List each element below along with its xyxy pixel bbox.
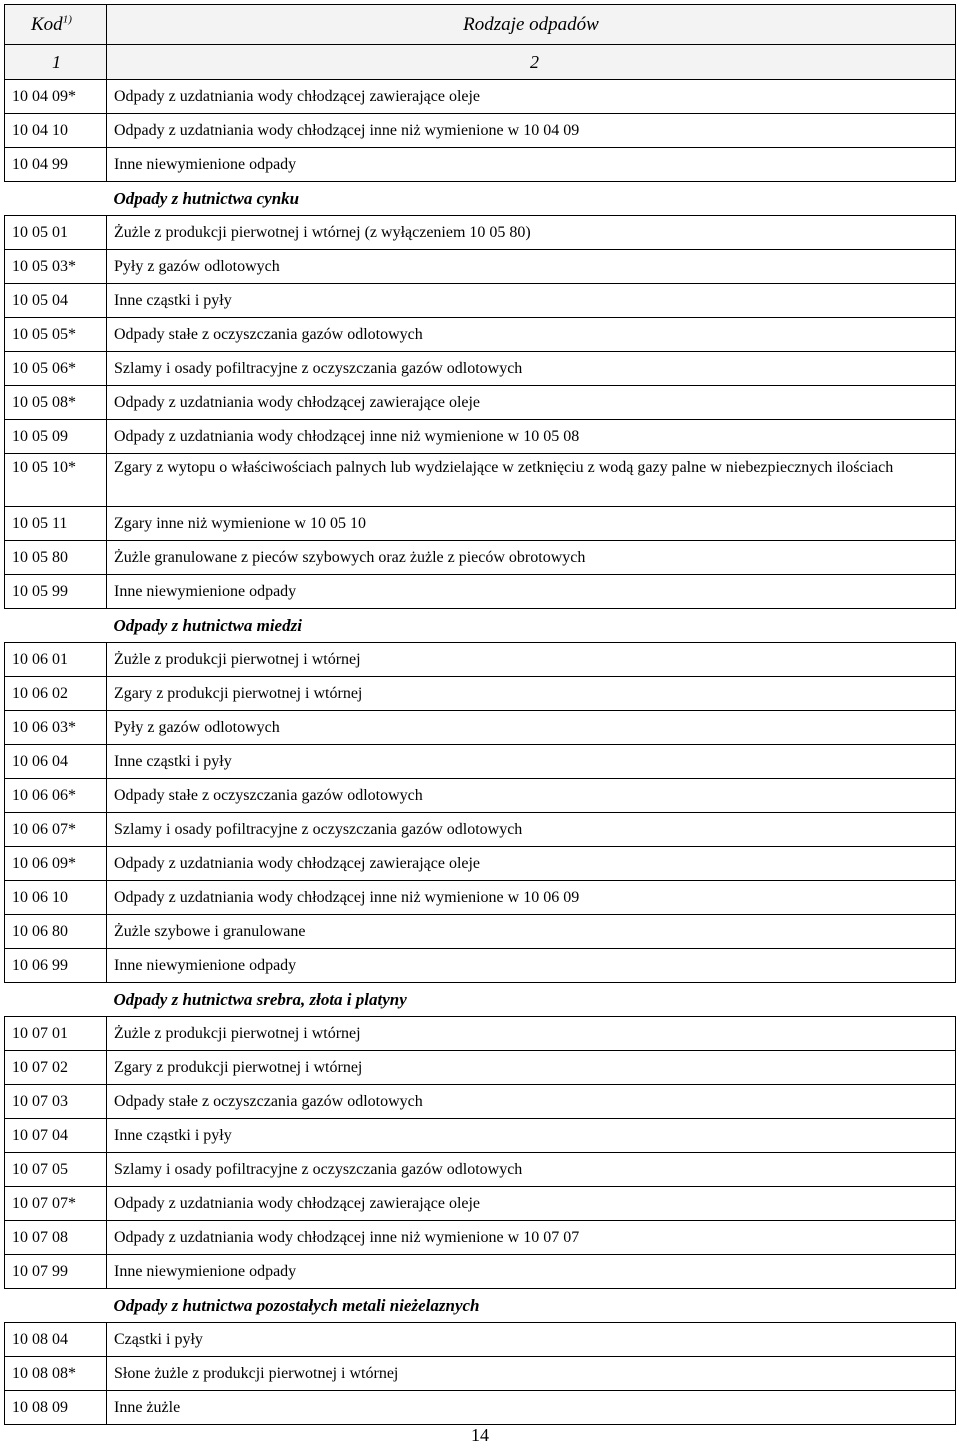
waste-description-cell: Odpady z uzdatniania wody chłodzącej inne niż wymienione w 10 07 07 <box>107 1221 956 1255</box>
waste-description-cell: Szlamy i osady pofiltracyjne z oczyszczania gazów odlotowych <box>107 813 956 847</box>
table-row <box>5 250 956 284</box>
waste-description-cell: Inne cząstki i pyły <box>107 745 956 779</box>
table-row <box>5 711 956 745</box>
waste-code-cell: 10 06 07* <box>5 813 107 847</box>
table-row <box>5 1221 956 1255</box>
waste-description-cell: Odpady stałe z oczyszczania gazów odlotowych <box>107 779 956 813</box>
column-number-row <box>5 45 956 80</box>
waste-code-cell: 10 06 99 <box>5 949 107 983</box>
waste-description-cell: Odpady z uzdatniania wody chłodzącej inne niż wymienione w 10 04 09 <box>107 114 956 148</box>
table-row <box>5 1085 956 1119</box>
table-row <box>5 1153 956 1187</box>
waste-description-cell: Żużle z produkcji pierwotnej i wtórnej <box>107 1017 956 1051</box>
waste-code-cell: 10 06 10 <box>5 881 107 915</box>
waste-code-cell: 10 04 99 <box>5 148 107 182</box>
section-heading: Odpady z hutnictwa pozostałych metali nieżelaznych <box>107 1289 956 1323</box>
waste-code-cell <box>5 182 107 216</box>
column-number-1: 1 <box>5 45 107 80</box>
waste-description-cell: Żużle z produkcji pierwotnej i wtórnej <box>107 643 956 677</box>
table-row <box>5 949 956 983</box>
waste-description-cell: Inne niewymienione odpady <box>107 949 956 983</box>
waste-code-cell: 10 05 99 <box>5 575 107 609</box>
table-row <box>5 745 956 779</box>
waste-description-cell: Żużle szybowe i granulowane <box>107 915 956 949</box>
table-row <box>5 420 956 454</box>
waste-code-cell: 10 06 09* <box>5 847 107 881</box>
waste-code-cell: 10 07 99 <box>5 1255 107 1289</box>
waste-description-cell: Odpady stałe z oczyszczania gazów odlotowych <box>107 318 956 352</box>
waste-codes-table <box>4 4 956 1425</box>
table-row <box>5 881 956 915</box>
waste-code-cell: 10 04 10 <box>5 114 107 148</box>
table-row <box>5 541 956 575</box>
waste-code-cell: 10 06 80 <box>5 915 107 949</box>
table-row <box>5 1391 956 1425</box>
waste-code-cell: 10 04 09* <box>5 80 107 114</box>
waste-description-cell: Odpady z uzdatniania wody chłodzącej zawierające oleje <box>107 80 956 114</box>
waste-description-cell: Szlamy i osady pofiltracyjne z oczyszczania gazów odlotowych <box>107 1153 956 1187</box>
waste-description-cell: Odpady z uzdatniania wody chłodzącej inne niż wymienione w 10 06 09 <box>107 881 956 915</box>
table-row <box>5 507 956 541</box>
table-row <box>5 318 956 352</box>
waste-code-cell: 10 05 03* <box>5 250 107 284</box>
waste-code-cell: 10 06 04 <box>5 745 107 779</box>
table-row <box>5 216 956 250</box>
waste-description-cell: Zgary z produkcji pierwotnej i wtórnej <box>107 677 956 711</box>
waste-description-cell: Odpady z uzdatniania wody chłodzącej zawierające oleje <box>107 386 956 420</box>
waste-description-cell: Inne żużle <box>107 1391 956 1425</box>
waste-code-cell <box>5 609 107 643</box>
table-row <box>5 677 956 711</box>
code-footnote: 1) <box>62 13 72 26</box>
waste-description-cell: Cząstki i pyły <box>107 1323 956 1357</box>
waste-code-cell <box>5 1289 107 1323</box>
table-row <box>5 1017 956 1051</box>
waste-code-cell: 10 07 04 <box>5 1119 107 1153</box>
waste-code-cell: 10 07 03 <box>5 1085 107 1119</box>
waste-code-cell: 10 06 02 <box>5 677 107 711</box>
table-row <box>5 352 956 386</box>
waste-description-cell: Odpady stałe z oczyszczania gazów odlotowych <box>107 1085 956 1119</box>
page-number: 14 <box>471 1425 489 1445</box>
table-row <box>5 284 956 318</box>
table-row <box>5 779 956 813</box>
table-row <box>5 80 956 114</box>
section-heading: Odpady z hutnictwa srebra, złota i platyny <box>107 983 956 1017</box>
table-row <box>5 114 956 148</box>
waste-description-cell: Słone żużle z produkcji pierwotnej i wtórnej <box>107 1357 956 1391</box>
waste-code-cell: 10 06 06* <box>5 779 107 813</box>
waste-code-cell: 10 05 06* <box>5 352 107 386</box>
waste-description-cell: Żużle z produkcji pierwotnej i wtórnej (z wyłączeniem 10 05 80) <box>107 216 956 250</box>
table-row <box>5 1357 956 1391</box>
waste-description-cell: Pyły z gazów odlotowych <box>107 250 956 284</box>
waste-description-cell: Inne niewymienione odpady <box>107 1255 956 1289</box>
section-heading-row <box>5 609 956 643</box>
waste-description-cell: Zgary z wytopu o właściwościach palnych lub wydzielające w zetknięciu z wodą gazy palne w niebezpiecznych ilościach <box>107 454 956 507</box>
column-number-2: 2 <box>107 45 956 80</box>
table-row <box>5 1119 956 1153</box>
waste-code-cell: 10 05 09 <box>5 420 107 454</box>
waste-code-cell: 10 08 09 <box>5 1391 107 1425</box>
table-row <box>5 643 956 677</box>
code-column-header <box>5 5 107 45</box>
waste-description-cell: Odpady z uzdatniania wody chłodzącej zawierające oleje <box>107 1187 956 1221</box>
waste-code-cell: 10 07 08 <box>5 1221 107 1255</box>
section-heading: Odpady z hutnictwa cynku <box>107 182 956 216</box>
table-row <box>5 575 956 609</box>
waste-code-cell: 10 05 80 <box>5 541 107 575</box>
table-row <box>5 1051 956 1085</box>
table-row <box>5 915 956 949</box>
header-row <box>5 5 956 45</box>
waste-code-cell: 10 06 03* <box>5 711 107 745</box>
table-row <box>5 386 956 420</box>
waste-code-cell: 10 08 04 <box>5 1323 107 1357</box>
table-row <box>5 1323 956 1357</box>
section-heading: Odpady z hutnictwa miedzi <box>107 609 956 643</box>
waste-code-cell: 10 05 05* <box>5 318 107 352</box>
waste-code-cell <box>5 983 107 1017</box>
table-body <box>5 80 956 1425</box>
waste-code-cell: 10 05 04 <box>5 284 107 318</box>
waste-description-cell: Inne cząstki i pyły <box>107 284 956 318</box>
table-row <box>5 813 956 847</box>
types-column-header: Rodzaje odpadów <box>107 5 956 45</box>
waste-code-cell: 10 07 02 <box>5 1051 107 1085</box>
section-heading-row <box>5 1289 956 1323</box>
waste-description-cell: Odpady z uzdatniania wody chłodzącej zawierające oleje <box>107 847 956 881</box>
code-label: Kod <box>31 14 63 35</box>
section-heading-row <box>5 983 956 1017</box>
waste-code-cell: 10 08 08* <box>5 1357 107 1391</box>
waste-description-cell: Szlamy i osady pofiltracyjne z oczyszczania gazów odlotowych <box>107 352 956 386</box>
table-row <box>5 1187 956 1221</box>
waste-description-cell: Zgary z produkcji pierwotnej i wtórnej <box>107 1051 956 1085</box>
waste-description-cell: Zgary inne niż wymienione w 10 05 10 <box>107 507 956 541</box>
waste-description-cell: Inne niewymienione odpady <box>107 575 956 609</box>
waste-description-cell: Żużle granulowane z pieców szybowych oraz żużle z pieców obrotowych <box>107 541 956 575</box>
table-row <box>5 847 956 881</box>
waste-description-cell: Pyły z gazów odlotowych <box>107 711 956 745</box>
waste-description-cell: Inne cząstki i pyły <box>107 1119 956 1153</box>
waste-code-cell: 10 07 05 <box>5 1153 107 1187</box>
waste-code-cell: 10 05 11 <box>5 507 107 541</box>
waste-code-cell: 10 06 01 <box>5 643 107 677</box>
table-row <box>5 148 956 182</box>
table-row <box>5 454 956 507</box>
waste-code-cell: 10 05 10* <box>5 454 107 507</box>
waste-code-cell: 10 07 01 <box>5 1017 107 1051</box>
section-heading-row <box>5 182 956 216</box>
waste-code-cell: 10 07 07* <box>5 1187 107 1221</box>
waste-description-cell: Inne niewymienione odpady <box>107 148 956 182</box>
waste-description-cell: Odpady z uzdatniania wody chłodzącej inne niż wymienione w 10 05 08 <box>107 420 956 454</box>
waste-code-cell: 10 05 01 <box>5 216 107 250</box>
table-row <box>5 1255 956 1289</box>
waste-code-cell: 10 05 08* <box>5 386 107 420</box>
